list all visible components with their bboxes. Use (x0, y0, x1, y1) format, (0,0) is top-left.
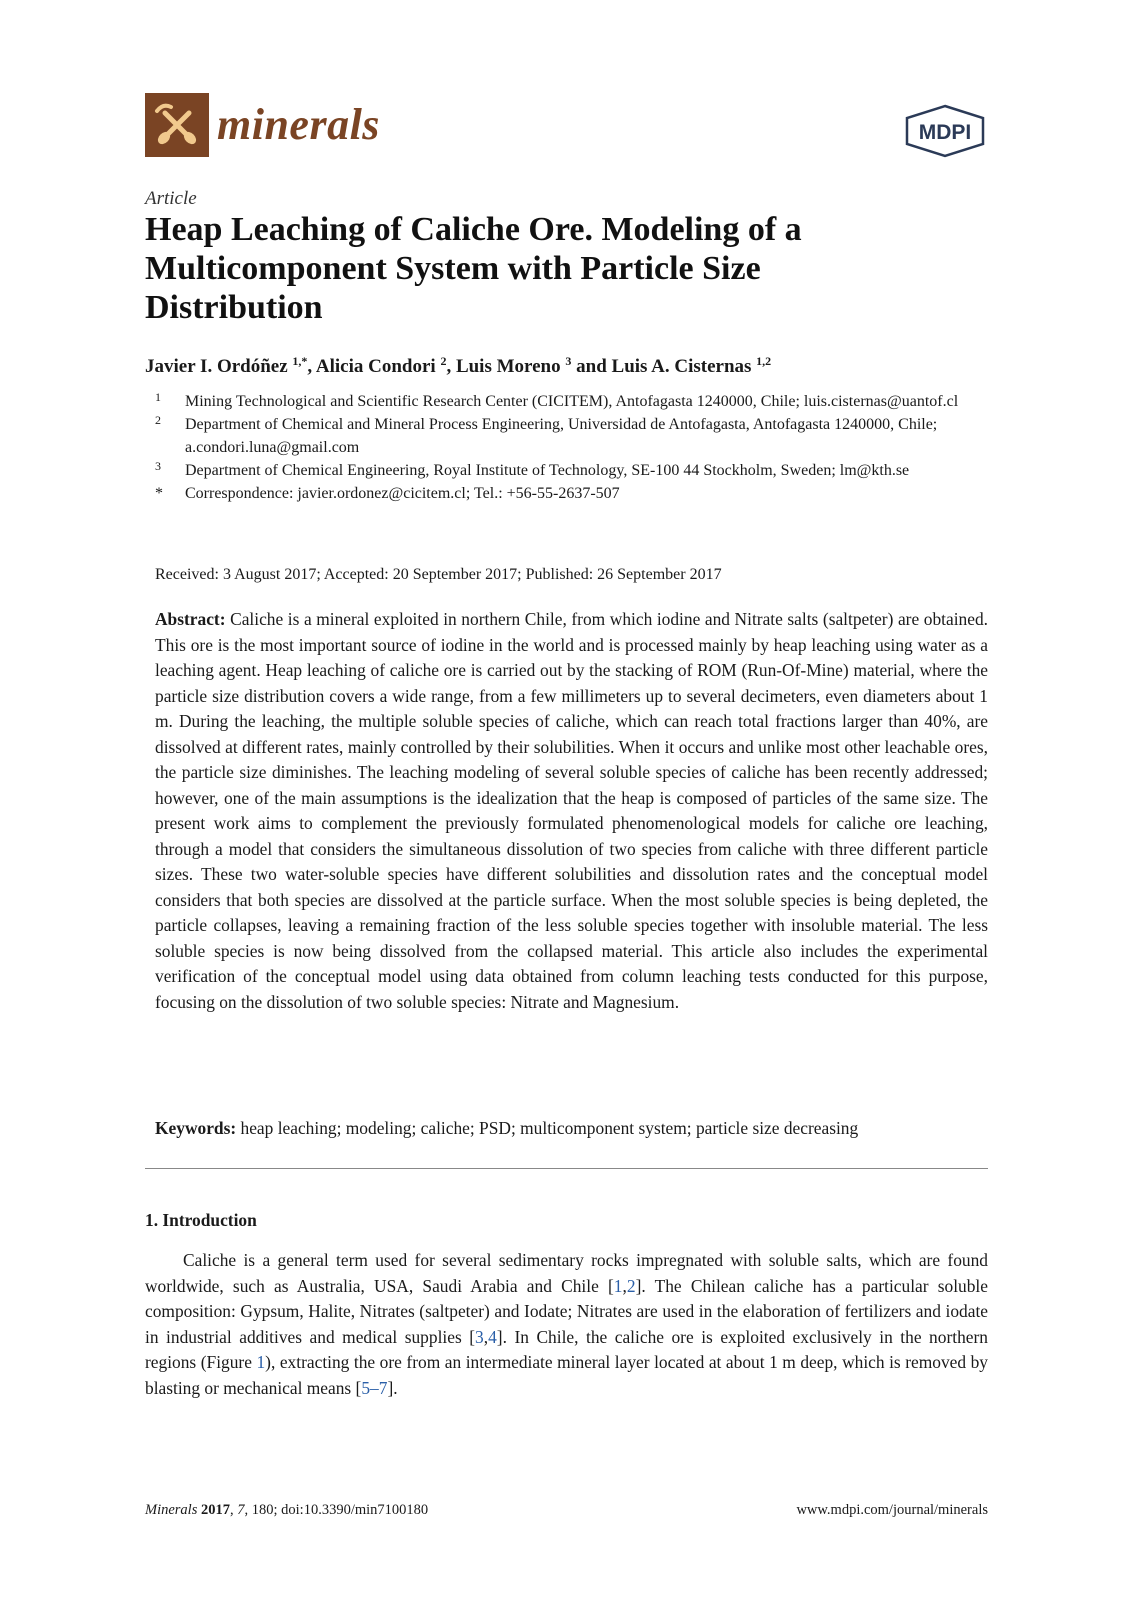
citation-link[interactable]: 1 (256, 1352, 266, 1372)
affiliation-mark: 3 (155, 459, 161, 473)
paragraph-text: Caliche is a general term used for several sedimentary rocks impregnated with soluble salts, which are found worldwide, such as Australia, USA, Saudi Arabia and Chile [ (145, 1250, 988, 1296)
citation-link[interactable]: 4 (488, 1326, 497, 1347)
abstract-text: Caliche is a mineral exploited in northern Chile, from which iodine and Nitrate salts (saltpeter) are obtained. This ore is the most important source of iodine in the world and is processed mainly by heap leaching using water as a leaching agent. Heap leaching of caliche ore is carried out by the stacking of ROM (Run-Of-Mine) material, where the particle size distribution covers a wide range, from a few millimeters up to several decimeters, even diameters about 1 m. During the leaching, the multiple soluble species of caliche, which can reach total fractions larger than 40%, are dissolved at different rates, mainly controlled by their solubilities. When it occurs and unlike most other leachable ores, the particle size diminishes. The leaching modeling of several soluble species of caliche has been recently addressed; however, one of the main assumptions is the idealization that the heap is composed of particles of the same size. The present work aims to complement the previously formulated phenomenological models for caliche ore leaching, through a model that considers the simultaneous dissolution of two species from caliche with three different particle sizes. These two water-soluble species have different solubilities and dissolution rates and the conceptual model considers that both species are dissolved at the particle surface. When the most soluble species is being depleted, the particle collapses, leaving a remaining fraction of the less soluble species together with insoluble material. The less soluble species is now being dissolved from the collapsed material. This article also includes the experimental verification of the conceptual model using data obtained from column leaching tests conducted for this purpose, focusing on the dissolution of two soluble species: Nitrate and Magnesium. (155, 609, 988, 1012)
citation-link[interactable]: 2 (626, 1275, 636, 1296)
affiliation-mark: 1 (155, 390, 161, 404)
mdpi-logo-text: MDPI (918, 121, 972, 144)
author-affiliation-mark: 2 (440, 354, 447, 368)
paragraph-text: , (483, 1326, 489, 1347)
author-separator: , (307, 356, 316, 377)
keywords (155, 1118, 858, 1139)
affiliation-text: Department of Chemical and Mineral Process Engineering, Universidad de Antofagasta, Antofagasta 1240000, Chile; a.condori.luna@gmail.com (185, 416, 938, 456)
author-separator: and (571, 356, 612, 377)
author-name: Luis A. Cisternas (611, 356, 752, 377)
author-name: Alicia Condori (315, 356, 436, 377)
introduction-paragraph (145, 1248, 988, 1401)
abstract-label: Abstract: (155, 609, 226, 629)
section-divider (145, 1168, 988, 1169)
footer-citation: Minerals 2017, 7, 180; doi:10.3390/min7100180 (145, 1502, 429, 1518)
abstract (155, 607, 988, 1015)
affiliation-text: Correspondence: javier.ordonez@cicitem.cl; Tel.: +56-55-2637-507 (185, 485, 620, 502)
author-list (145, 354, 771, 378)
affiliation-text: Department of Chemical Engineering, Royal Institute of Technology, SE-100 44 Stockholm, Sweden; lm@kth.se (185, 462, 910, 479)
paragraph-text: , (622, 1275, 627, 1296)
keywords-label: Keywords: (155, 1118, 237, 1138)
paragraph-text: ), extracting the ore from an intermediate mineral layer located at about 1 m deep, which is removed by blasting or mechanical means [ (145, 1352, 988, 1398)
affiliation-text: Mining Technological and Scientific Research Center (CICITEM), Antofagasta 1240000, Chile; luis.cisternas@uantof.cl (185, 393, 959, 410)
author-name: Javier I. Ordóñez (145, 356, 288, 377)
author-separator: , (446, 356, 456, 377)
author-affiliation-mark: 3 (565, 354, 572, 368)
affiliation-list (155, 390, 990, 505)
affiliation-item (155, 459, 990, 482)
affiliation-mark: 2 (155, 413, 161, 427)
author-affiliation-mark: 1,* (292, 354, 308, 368)
paragraph-text: ]. (387, 1377, 398, 1398)
footer-journal: Minerals (145, 1502, 198, 1518)
mdpi-logo (903, 104, 987, 158)
affiliation-item (155, 482, 990, 505)
article-type: Article (145, 188, 197, 209)
keywords-text: heap leaching; modeling; caliche; PSD; multicomponent system; particle size decreasing (240, 1118, 859, 1138)
paragraph-text: ]. In Chile, the caliche ore is exploited exclusively in the northern regions (Figure (145, 1326, 988, 1372)
citation-link[interactable]: 1 (613, 1275, 623, 1296)
footer-year: 2017 (200, 1502, 230, 1518)
affiliation-item (155, 413, 990, 459)
affiliation-mark: * (155, 485, 163, 502)
footer-volume: 7 (237, 1502, 245, 1518)
journal-logo (145, 93, 380, 157)
affiliation-item (155, 390, 990, 413)
publication-dates: Received: 3 August 2017; Accepted: 20 September 2017; Published: 26 September 2017 (155, 566, 722, 583)
section-heading: 1. Introduction (145, 1210, 257, 1230)
citation-link[interactable]: 3 (475, 1326, 484, 1347)
shovel-pickaxe-icon (145, 93, 209, 157)
journal-name: minerals (217, 100, 380, 149)
paragraph-text: ]. The Chilean caliche has a particular soluble composition: Gypsum, Halite, Nitrates (saltpeter) and Iodate; Nitrates are used in the elaboration of fertilizers and iodate in industrial additives and medical supplies [ (145, 1275, 988, 1347)
author-name: Luis Moreno (455, 356, 561, 377)
citation-link[interactable]: 5–7 (361, 1377, 388, 1398)
paper-title: Heap Leaching of Caliche Ore. Modeling of a Multicomponent System with Particle Size Distribution (145, 211, 802, 326)
footer-journal-url[interactable]: www.mdpi.com/journal/minerals (796, 1502, 988, 1518)
author-affiliation-mark: 1,2 (756, 354, 772, 368)
footer-doi: , 180; doi:10.3390/min7100180 (244, 1502, 429, 1518)
